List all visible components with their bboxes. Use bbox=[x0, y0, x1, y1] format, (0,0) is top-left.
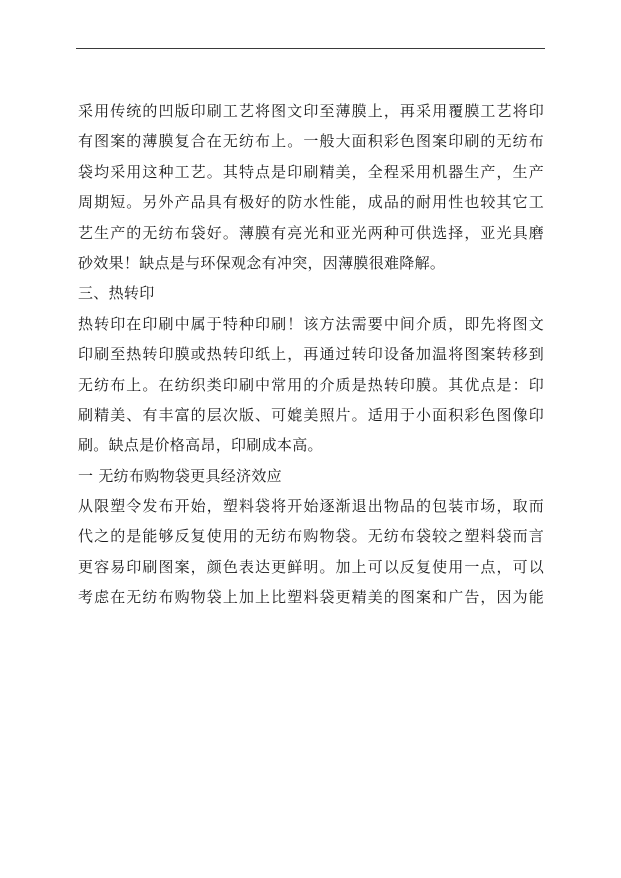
text-line: 刷。缺点是价格高昂，印刷成本高。 bbox=[78, 436, 323, 455]
text-line: 代之的是能够反复使用的无纺布购物袋。无纺布袋较之塑料袋而言 bbox=[78, 527, 544, 546]
text-line: 有图案的薄膜复合在无纺布上。一般大面积彩色图案印刷的无纺布 bbox=[78, 132, 544, 151]
header-rule bbox=[76, 48, 545, 49]
text-line: 更容易印刷图案，颜色表达更鲜明。加上可以反复使用一点，可以 bbox=[78, 557, 544, 576]
section-heading: 三、热转印 bbox=[78, 284, 155, 303]
text-line: 考虑在无纺布购物袋上加上比塑料袋更精美的图案和广告，因为能 bbox=[78, 588, 544, 607]
text-line: 从限塑令发布开始，塑料袋将开始逐渐退出物品的包装市场，取而 bbox=[78, 497, 544, 516]
text-line: 热转印在印刷中属于特种印刷！该方法需要中间介质，即先将图文 bbox=[78, 314, 544, 333]
text-line: 袋均采用这种工艺。其特点是印刷精美，全程采用机器生产，生产 bbox=[78, 162, 544, 181]
text-line: 砂效果！缺点是与环保观念有冲突，因薄膜很难降解。 bbox=[78, 253, 446, 272]
text-line: 刷精美、有丰富的层次版、可媲美照片。适用于小面积彩色图像印 bbox=[78, 405, 544, 424]
text-line: 周期短。另外产品具有极好的防水性能，成品的耐用性也较其它工 bbox=[78, 193, 544, 212]
text-line: 采用传统的凹版印刷工艺将图文印至薄膜上，再采用覆膜工艺将印 bbox=[78, 102, 544, 120]
text-line: 无纺布上。在纺织类印刷中常用的介质是热转印膜。其优点是：印 bbox=[78, 375, 544, 394]
body-text bbox=[78, 96, 544, 613]
text-line: 艺生产的无纺布袋好。薄膜有亮光和亚光两种可供选择，亚光具磨 bbox=[78, 223, 544, 242]
section-heading: 一 无纺布购物袋更具经济效应 bbox=[78, 466, 282, 485]
text-line: 印刷至热转印膜或热转印纸上，再通过转印设备加温将图案转移到 bbox=[78, 345, 544, 364]
